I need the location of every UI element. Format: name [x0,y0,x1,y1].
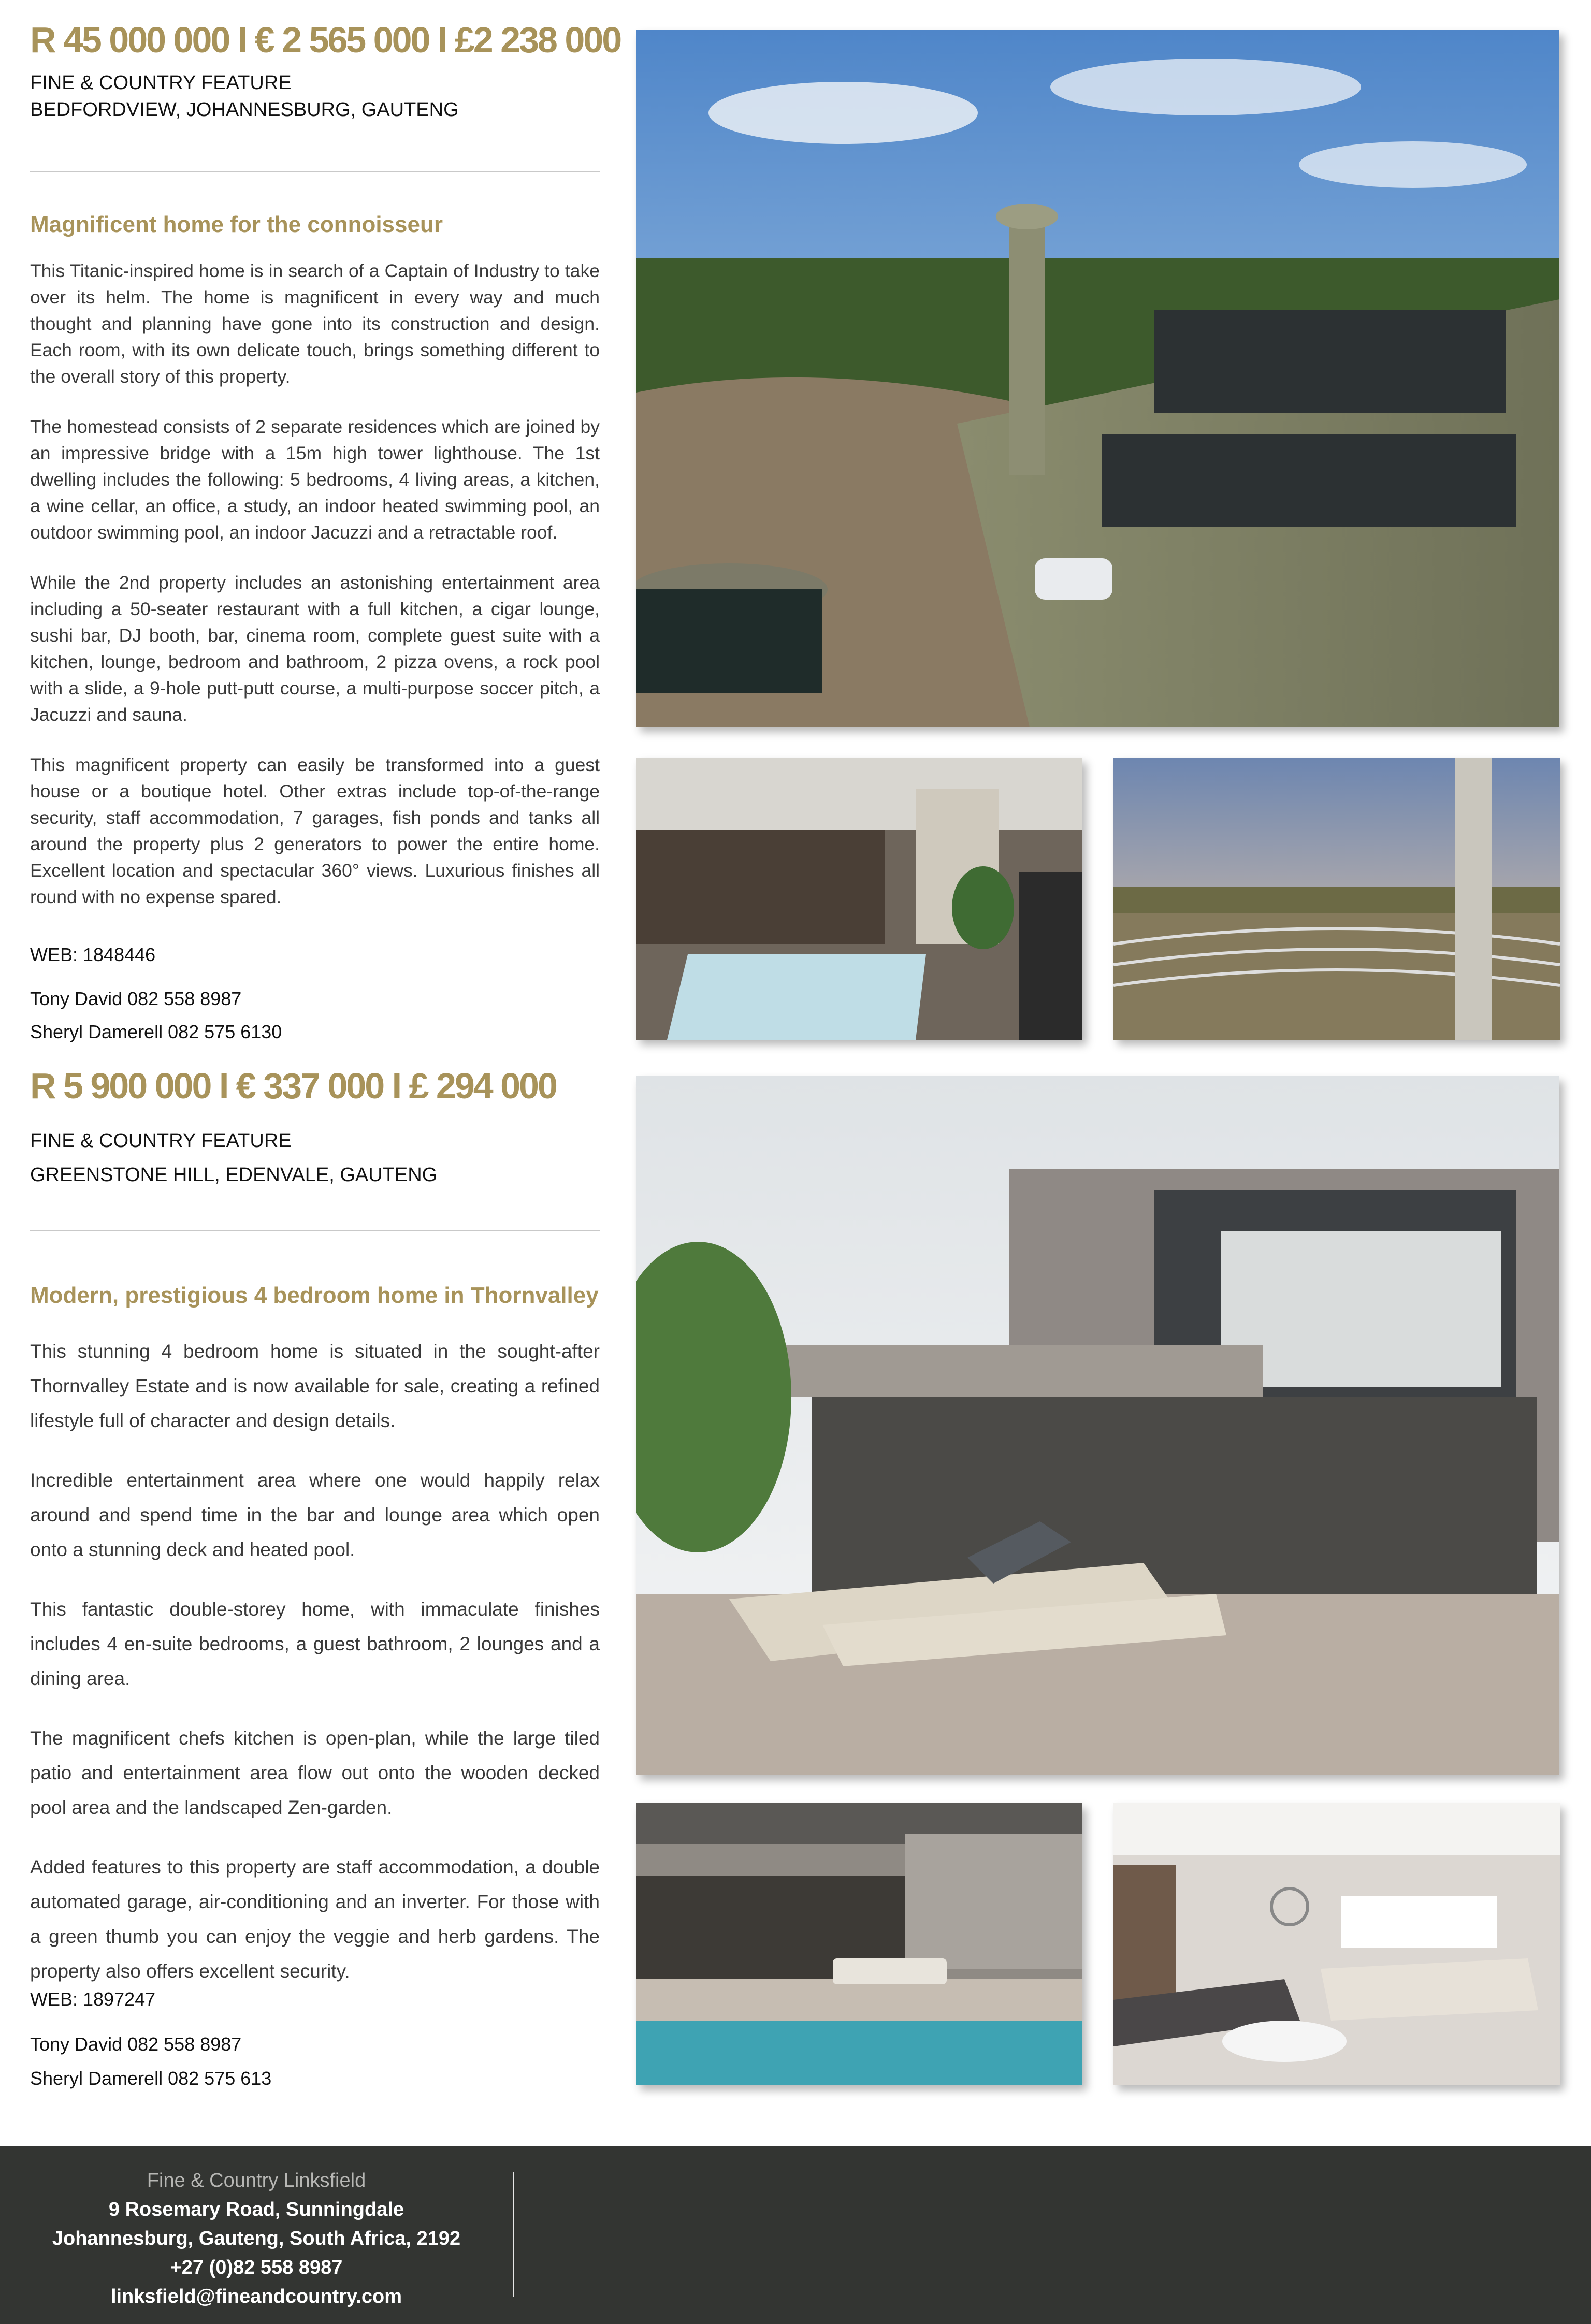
footer-phone[interactable]: +27 (0)82 558 8987 [170,2257,343,2278]
listing1-location: BEDFORDVIEW, JOHANNESBURG, GAUTENG [30,99,459,121]
listing2-web-ref: WEB: 1897247 [30,1988,156,2010]
footer-address-line1: 9 Rosemary Road, Sunningdale [108,2199,404,2220]
listing2-location: GREENSTONE HILL, EDENVALE, GAUTENG [30,1164,438,1186]
listing2-paragraph: The magnificent chefs kitchen is open-plan, while the large tiled patio and entertainment area flow out onto the wooden decked pool area and the landscaped Zen-garden. [30,1727,600,1818]
listing2-feature-label: FINE & COUNTRY FEATURE [30,1130,292,1152]
footer [0,2146,1591,2324]
listing1-description [30,258,600,934]
listing2-main-photo [636,1076,1559,1775]
listing2-paragraph: Incredible entertainment area where one would happily relax around and spend time in the bar and lounge area which open onto a stunning deck and heated pool. [30,1470,600,1560]
listing1-main-photo [636,30,1559,727]
listing1-price: R 45 000 000 I € 2 565 000 I £2 238 000 [30,20,621,60]
listing1-agent-tony: Tony David 082 558 8987 [30,988,242,1009]
footer-contact-block [0,2166,513,2311]
listing1-heading: Magnificent home for the connoisseur [30,212,443,237]
listing2-description [30,1334,600,2013]
listing1-paragraph: While the 2nd property includes an astonishing entertainment area including a 50-seater restaurant with a full kitchen, a cigar lounge, sushi bar, DJ booth, bar, cinema room, complete guest suite with a kitchen, lounge, bedroom and bathroom, 2 pizza ovens, a rock pool with a slide, a 9-hole putt-putt course, a multi-purpose soccer pitch, a Jacuzzi and sauna. [30,572,600,725]
listing1-divider [30,171,600,172]
listing1-feature-label: FINE & COUNTRY FEATURE [30,72,292,94]
footer-address-line2: Johannesburg, Gauteng, South Africa, 2192 [52,2228,461,2249]
listing1-view-photo [1113,758,1560,1040]
listing2-paragraph: Added features to this property are staff accommodation, a double automated garage, air-conditioning and an inverter. For those with a green thumb you can enjoy the veggie and herb gardens. The property also offers excellent security. [30,1856,600,1982]
listing2-pool-photo [636,1803,1082,2085]
footer-divider [513,2172,514,2297]
listing1-paragraph: This magnificent property can easily be transformed into a guest house or a boutique hotel. Other extras include top-of-the-range security, staff accommodation, 7 garages, fish ponds and tanks all around the property plus 2 generators to power the entire home. Excellent location and spectacular 360° views. Luxurious finishes all round with no expense spared. [30,754,600,907]
listing2-paragraph: This stunning 4 bedroom home is situated in the sought-after Thornvalley Estate and is now available for sale, creating a refined lifestyle full of character and design details. [30,1341,600,1431]
listing2-header [30,1068,600,1192]
footer-email-link[interactable]: linksfield@fineandcountry.com [110,2286,402,2307]
listing2-divider [30,1230,600,1231]
listing1-agent-sheryl: Sheryl Damerell 082 575 6130 [30,1021,282,1042]
footer-brand: Fine & Country Linksfield [147,2170,366,2191]
listing2-agent-tony: Tony David 082 558 8987 [30,2034,242,2055]
listing2-agent-sheryl: Sheryl Damerell 082 575 613 [30,2068,272,2089]
listing1-paragraph: This Titanic-inspired home is in search of a Captain of Industry to take over its helm. The home is magnificent in every way and much thought and planning have gone into its construction and design. Each room, with its own delicate touch, brings something different to the overall story of this property. [30,260,600,387]
listing1-header [30,20,621,124]
listing2-price: R 5 900 000 I € 337 000 I £ 294 000 [30,1066,556,1106]
listing1-web-ref: WEB: 1848446 [30,944,156,965]
listing2-lounge-photo [1113,1803,1560,2085]
listing2-paragraph: This fantastic double-storey home, with immaculate finishes includes 4 en-suite bedrooms, a guest bathroom, 2 lounges and a dining area. [30,1599,600,1689]
listing1-paragraph: The homestead consists of 2 separate residences which are joined by an impressive bridge with a 15m high tower lighthouse. The 1st dwelling includes the following: 5 bedrooms, 4 living areas, a kitchen, a wine cellar, an office, a study, an indoor heated swimming pool, an outdoor swimming pool, an indoor Jacuzzi and a retractable roof. [30,416,600,543]
listing2-heading: Modern, prestigious 4 bedroom home in Thornvalley [30,1283,599,1308]
listing1-interior-pool-photo [636,758,1082,1040]
